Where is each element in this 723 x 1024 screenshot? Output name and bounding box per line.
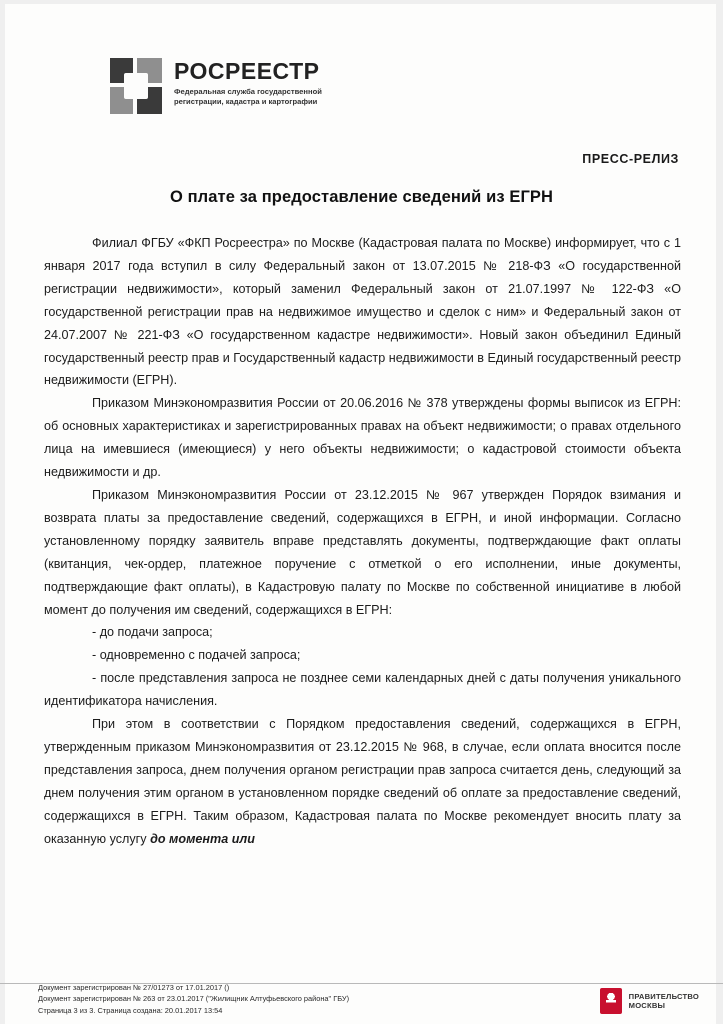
gov-line-2: МОСКВЫ — [628, 1001, 666, 1010]
moscow-government-text — [629, 992, 699, 1011]
page-title: О плате за предоставление сведений из ЕГРН — [169, 188, 554, 206]
rosreestr-logo — [110, 58, 364, 114]
footer-line-2: Документ зарегистрирован № 263 от 23.01.2017 ("Жилищник Алтуфьевского района" ГБУ) — [38, 994, 350, 1004]
paragraph: Приказом Минэкономразвития России от 23.12.2015 № 967 утвержден Порядок взимания и возврата платы за предоставление сведений, содержащихся в ЕГРН, и иной информации. Согласно установленному порядку заявитель вправе представлять документы, подтверждающие факт оплаты (квитанция, чек-ордер, платежное поручение с отметкой о его исполнении, иные документы, подтверждающие факт оплаты), в Кадастровую палату по Москве по собственной инициативе в любой момент до получения им сведений, содержащихся в ЕГРН: — [44, 487, 681, 617]
moscow-emblem-icon — [600, 988, 622, 1014]
list-item: - после представления запроса не позднее семи календарных дней с даты получения уникального идентификатора начисления. — [44, 671, 681, 709]
gov-line-1: ПРАВИТЕЛЬСТВО — [628, 991, 699, 1001]
scan-edge-left — [0, 0, 5, 1024]
paragraph-final-text: При этом в соответствии с Порядком предоставления сведений, содержащихся в ЕГРН, утвержденным приказом Минэкономразвития от 23.12.2015 № 968, в случае, если оплата вносится после представления запроса, днем получения органом регистрации прав запроса считается день, следующий за днем получения этим органом в установленном порядке сведений об оплате за предоставление сведений, содержащихся в ЕГРН. Таким образом, Кадастровая палата по Москве рекомендует вносить плату за оказанную услугу — [44, 717, 681, 846]
list-item: - одновременно с подачей запроса; — [92, 648, 301, 663]
logo-title: РОСРЕЕСТР — [174, 58, 320, 84]
footer-line-3: Страница 3 из 3. Страница создана: 20.01.2017 13:54 — [38, 1005, 223, 1015]
list-item: - до подачи запроса; — [92, 625, 213, 640]
footer-line-1: Документ зарегистрирован № 27/01273 от 17.01.2017 () — [38, 982, 230, 992]
logo-subtitle: Федеральная служба государственной регистрации, кадастра и картографии — [174, 87, 322, 107]
paragraph-final — [44, 713, 681, 850]
scan-edge-top — [0, 0, 723, 4]
moscow-government-mark — [600, 988, 699, 1014]
paragraph: Филиал ФГБУ «ФКП Росреестра» по Москве (Кадастровая палата по Москве) информирует, что с 1 января 2017 года вступил в силу Федеральный закон от 13.07.2015 № 218-ФЗ «О государственной регистрации недвижимости», который заменил Федеральный закон от 21.07.1997 № 122-ФЗ «О государственной регистрации прав на недвижимое имущество и сделок с ним» и Федеральный закон от 24.07.2007 № 221-ФЗ «О государственном кадастре недвижимости». Новый закон объединил Единый государственный реестр прав и Государственный кадастр недвижимости в Единый государственный реестр недвижимости (ЕГРН). — [44, 236, 681, 388]
paragraph: Приказом Минэкономразвития России от 20.06.2016 № 378 утверждены формы выписок из ЕГРН: об основных характеристиках и зарегистрированных правах на объект недвижимости; о правах отдельного лица на имевшиеся (имеющиеся) у него объекты недвижимости; о кадастровой стоимости объекта недвижимости и др. — [44, 396, 681, 480]
document-body — [44, 232, 681, 850]
scan-edge-right — [716, 0, 723, 1024]
press-release-label: ПРЕСС-РЕЛИЗ — [582, 152, 679, 166]
footer-registration-info — [38, 982, 349, 1016]
logo-text-block — [174, 58, 364, 108]
rosreestr-logo-icon — [110, 58, 162, 114]
paragraph-final-emphasis: до момента или — [150, 831, 255, 846]
